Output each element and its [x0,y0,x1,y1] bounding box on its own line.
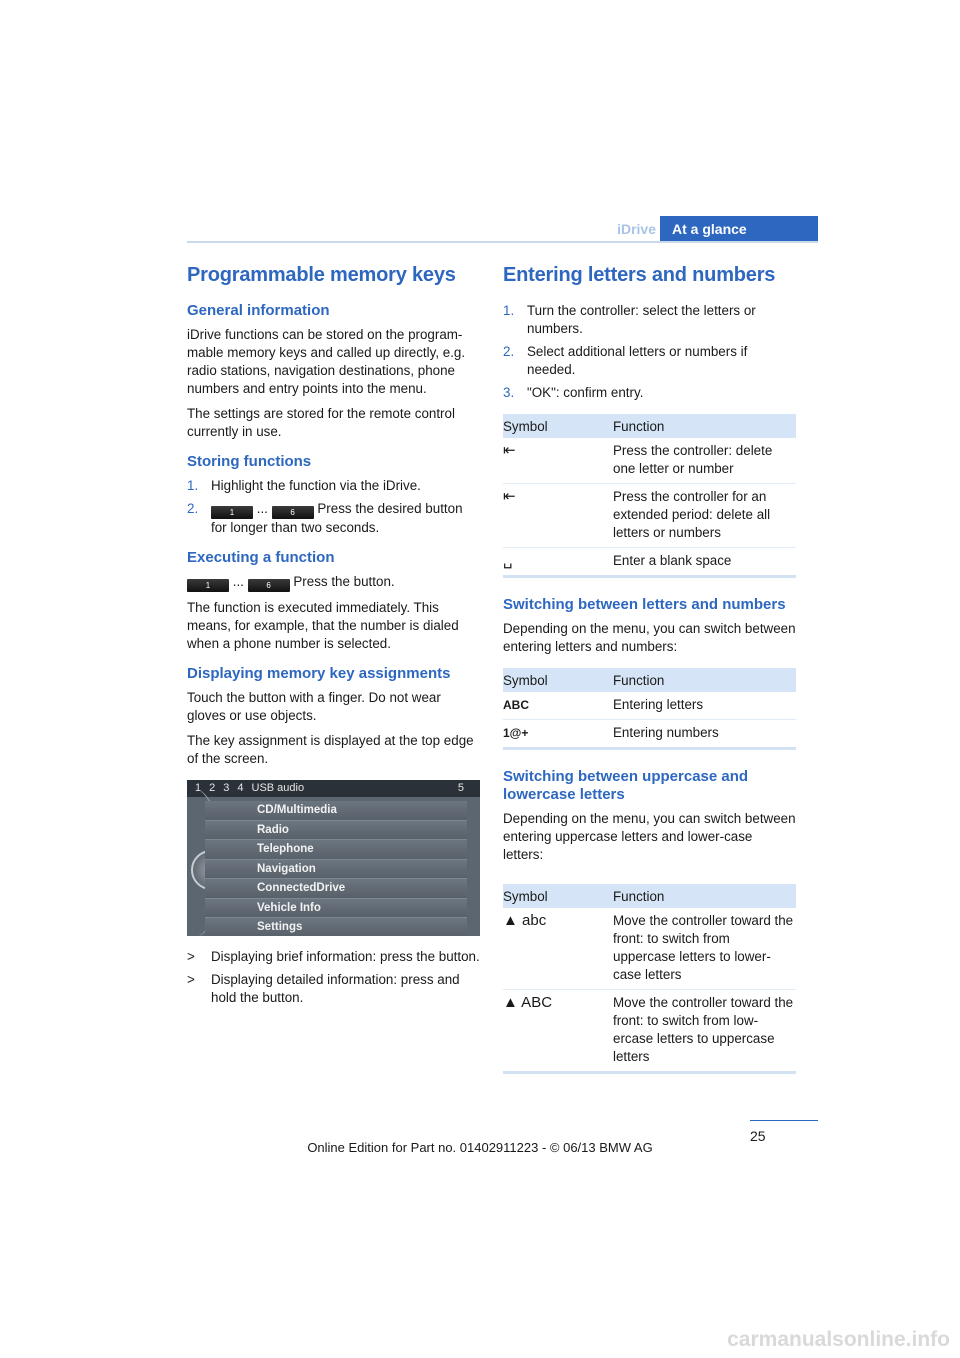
footer-rule [750,1120,818,1121]
bullet-text: Displaying detailed information: press and hold the button. [211,972,460,1005]
table-header-row [503,884,796,908]
paragraph: Touch the button with a finger. Do not wear gloves or use objects. [187,690,441,723]
section-title-memory-keys: Programmable memory keys [187,264,456,286]
paragraph: Depending on the menu, you can switch between entering uppercase letters and lower-case letters: [503,811,796,862]
list-item [187,500,480,537]
column-header-symbol: Symbol [503,668,613,692]
bullet-text: Displaying brief information: press the button. [211,949,480,964]
right-column [503,262,796,1092]
backspace-arrow-icon: ⇤ [503,484,613,548]
heading-displaying-assignments: Displaying memory key assignments [187,665,451,682]
table-row [503,692,796,720]
heading-storing-functions: Storing functions [187,453,312,470]
memory-key-6-icon: 6 [272,506,314,519]
paragraph: Depending on the menu, you can switch between entering letters and numbers: [503,621,796,654]
table-header-row [503,414,796,438]
memory-key-1-icon: 1 [211,506,253,519]
step-number: 2. [187,501,199,516]
watermark: carmanualsonline.info [727,1328,950,1351]
bar-slot: 2 [209,782,216,794]
list-item [503,302,796,338]
function-cell: Entering letters [613,692,796,720]
header-rule [187,241,818,243]
list-item [503,343,796,379]
key-range-separator: ... [232,574,244,589]
screen-menu-item: CD/Multimedia [205,801,467,821]
bullet-mark: > [187,972,195,987]
executing-key-line [187,573,480,592]
column-header-function: Function [613,668,796,692]
function-cell: Press the controller: delete one letter or number [613,438,796,484]
bar-slot-usb-audio: USB audio [251,782,305,794]
screen-menu-item: Settings [205,918,467,936]
column-header-function: Function [613,884,796,908]
numbers-mode-icon: 1@+ [503,726,529,740]
screen-menu-item: Vehicle Info [205,899,467,919]
symbol-table-delete [503,414,796,578]
header-section-label: iDrive [617,221,656,237]
paragraph: The settings are stored for the remote control currently in use. [187,406,455,439]
header-chapter-tab: At a glance [660,216,818,242]
edition-footer: Online Edition for Part no. 01402911223 - © 06/13 BMW AG [307,1140,653,1155]
table-row [503,484,796,548]
executing-instruction: Press the button. [293,574,395,589]
symbol-table-case [503,884,796,1074]
idrive-screen-image [187,780,480,936]
memory-key-1-icon: 1 [187,579,229,592]
paragraph: The function is executed immediately. This means, for example, that the number is dialed when a phone number is selected. [187,600,459,651]
section-title-entering-letters: Entering letters and numbers [503,264,776,286]
function-cell: Press the controller for an extended period: delete all letters or numbers [613,484,796,548]
list-item [503,384,796,402]
list-item [187,948,480,966]
step-number: 1. [503,303,515,318]
step-number: 1. [187,478,199,493]
column-header-symbol: Symbol [503,414,613,438]
list-item [187,971,480,1007]
lowercase-mode-icon: ▲ abc [503,908,613,990]
paragraph: The key assignment is displayed at the top edge of the screen. [187,733,474,766]
heading-switching-case: Switching between uppercase and lowercase letters [503,768,749,803]
step-description: Press the desired button for longer than two seconds. [211,501,463,535]
screen-menu-item: Navigation [205,860,467,880]
function-cell: Enter a blank space [613,553,732,568]
step-text: Turn the controller: select the letters or numbers. [527,303,756,336]
table-row [503,908,796,990]
column-header-function: Function [613,414,796,438]
step-text: "OK": confirm entry. [527,385,644,400]
step-number: 3. [503,385,515,400]
left-column [187,262,480,1012]
column-header-symbol: Symbol [503,884,613,908]
page-number: 25 [750,1128,766,1144]
heading-executing-function: Executing a function [187,549,335,566]
paragraph: iDrive functions can be stored on the program-mable memory keys and called up directly, e.g. radio stations, navigation destinations, phone numbers and entry points into the menu. [187,327,466,396]
table-row [503,438,796,484]
table-row [503,548,796,577]
step-number: 2. [503,344,515,359]
space-bar-icon: ␣ [503,552,513,569]
symbol-table-mode [503,668,796,750]
table-row [503,720,796,749]
letters-mode-icon: ABC [503,692,613,720]
memory-key-6-icon: 6 [248,579,290,592]
function-cell: Move the controller toward the front: to switch from low-ercase letters to uppercase letters [613,995,794,1064]
step-text: Highlight the function via the iDrive. [211,478,421,493]
bar-slot: 3 [223,782,230,794]
bar-slot: 5 [457,782,464,794]
bullet-mark: > [187,949,195,964]
bar-slot: 1 [195,782,202,794]
list-item [187,477,480,495]
key-range-separator: ... [256,501,268,516]
screen-menu-item: Radio [205,821,467,841]
memory-key-assignment-bar [187,780,480,797]
table-header-row [503,668,796,692]
step-text: Select additional letters or numbers if needed. [527,344,748,377]
screen-menu-item: Telephone [205,840,467,860]
function-cell: Move the controller toward the front: to switch from uppercase letters to lower-case letters [613,908,796,990]
bar-slot: 4 [237,782,244,794]
screen-menu-item: ConnectedDrive [205,879,467,899]
heading-general-information: General information [187,302,330,319]
uppercase-mode-icon: ▲ ABC [503,994,553,1011]
entering-steps [503,302,796,402]
heading-switching-letters-numbers: Switching between letters and numbers [503,596,786,613]
storing-steps [187,477,480,537]
screen-menu-list [205,801,467,936]
backspace-arrow-icon: ⇤ [503,438,613,484]
step-text [211,500,480,537]
function-cell: Entering numbers [613,725,719,740]
table-row [503,990,796,1073]
